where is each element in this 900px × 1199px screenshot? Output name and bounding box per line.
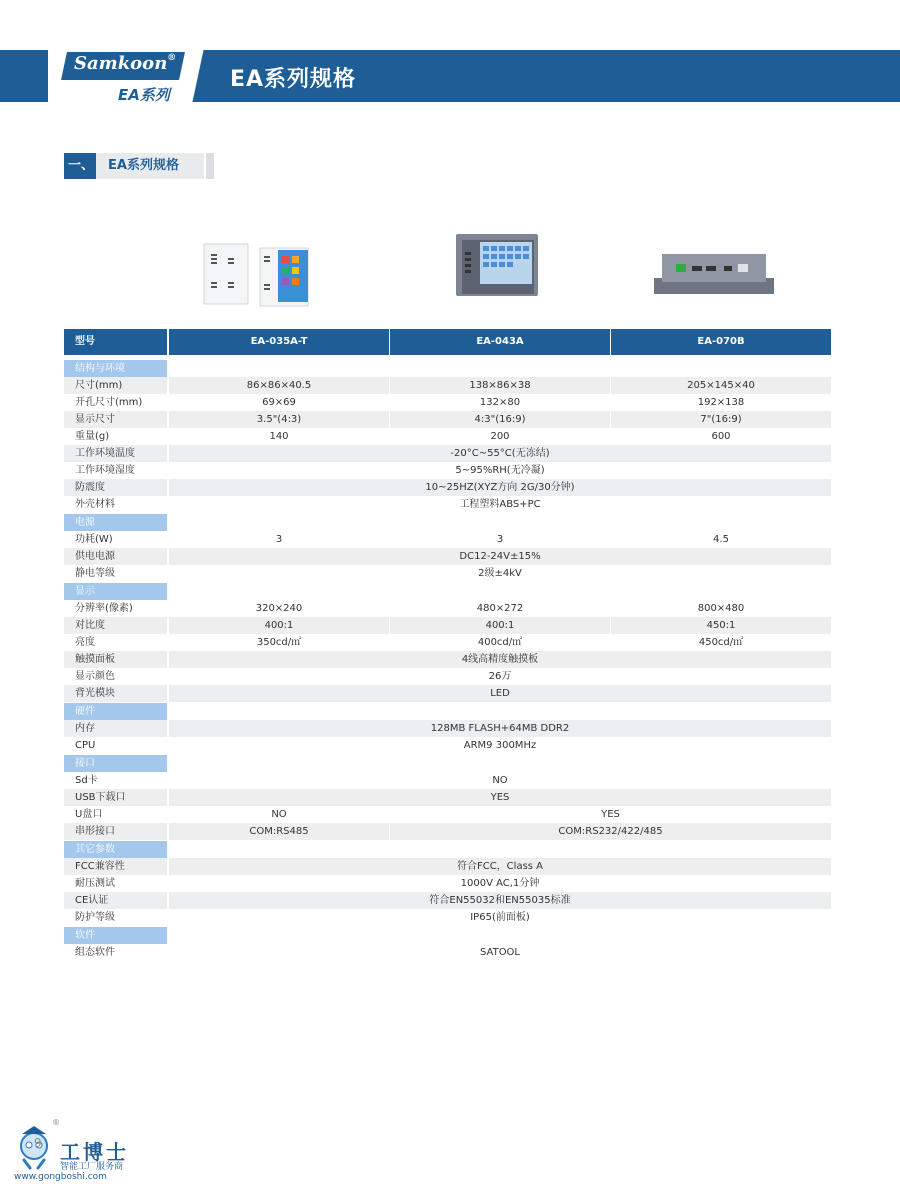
table-category-row: [64, 841, 831, 858]
table-cell: 320×240: [255, 603, 303, 614]
table-cell-merged: 1000V AC,1分钟: [460, 878, 540, 889]
table-row: [64, 668, 831, 685]
table-row: [64, 617, 831, 634]
table-category-row: [64, 360, 831, 377]
table-cell: 138×86×38: [390, 377, 610, 394]
table-cell: 140: [269, 431, 289, 442]
table-cell-merged: IP65(前面板): [470, 912, 530, 923]
table-row: [64, 685, 831, 702]
table-cell-merged: COM:RS232/422/485: [390, 823, 831, 840]
category-label: 结构与环境: [64, 360, 167, 377]
table-category-row: [64, 927, 831, 944]
table-cell-merged: 符合FCC，Class A: [169, 858, 831, 875]
table-cell-merged: 26万: [488, 671, 512, 682]
table-cell: COM:RS485: [169, 823, 389, 840]
category-label: 硬件: [64, 703, 167, 720]
row-label: 亮度: [75, 637, 95, 648]
row-label: 分辨率(像素): [75, 603, 133, 614]
table-cell-merged: 10~25HZ(XYZ方向 2G/30分钟): [169, 479, 831, 496]
row-label: 背光模块: [64, 685, 167, 702]
table-cell: 192×138: [697, 397, 745, 408]
table-cell-merged: NO: [492, 775, 508, 786]
row-label: 串形接口: [64, 823, 167, 840]
table-row: [64, 789, 831, 806]
page-number: 9: [34, 1136, 42, 1150]
footer-tagline: 智能工厂服务商: [60, 1162, 124, 1172]
table-row: [64, 892, 831, 909]
page-title: EA系列规格: [230, 67, 357, 92]
table-cell-merged: 2级±4kV: [478, 568, 522, 579]
table-cell: 450cd/㎡: [698, 637, 744, 648]
table-row: [64, 720, 831, 737]
brand-logo: Samkoon®: [74, 53, 177, 74]
table-cell-merged: 符合EN55032和EN55035标准: [169, 892, 831, 909]
table-cell: 200: [490, 431, 510, 442]
row-label: 开孔尺寸(mm): [75, 397, 143, 408]
table-cell-merged: -20°C~55°C(无冻结): [169, 445, 831, 462]
section-title: EA系列规格: [96, 153, 204, 179]
table-cell: 450:1: [611, 617, 831, 634]
spec-table-header: [64, 329, 831, 355]
row-label: 显示颜色: [75, 671, 115, 682]
row-label: 尺寸(mm): [64, 377, 167, 394]
row-label: 工作环境湿度: [75, 465, 135, 476]
row-label: 重量(g): [75, 431, 110, 442]
category-label: 电源: [64, 514, 167, 531]
table-category-row: [64, 583, 831, 600]
row-label: 防震度: [64, 479, 167, 496]
row-label: 工作环境温度: [64, 445, 167, 462]
table-cell: 400:1: [169, 617, 389, 634]
category-label: 显示: [64, 583, 167, 600]
table-row: [64, 496, 831, 513]
table-cell: 400:1: [390, 617, 610, 634]
table-cell-merged: DC12-24V±15%: [169, 548, 831, 565]
table-cell-merged: ARM9 300MHz: [463, 740, 537, 751]
table-row: [64, 806, 831, 823]
category-label: 接口: [64, 755, 167, 772]
table-row: [64, 565, 831, 582]
row-label: CPU: [75, 740, 96, 751]
table-row: [64, 875, 831, 892]
table-cell: 4.5: [713, 534, 729, 545]
table-row: [64, 858, 831, 875]
table-row: [64, 394, 831, 411]
row-label: 组态软件: [75, 947, 115, 958]
table-row: [64, 531, 831, 548]
table-row: [64, 377, 831, 394]
table-cell-merged: 128MB FLASH+64MB DDR2: [169, 720, 831, 737]
table-cell: 7"(16:9): [611, 411, 831, 428]
header-model-2: EA-043A: [390, 329, 610, 355]
row-label: 触摸面板: [64, 651, 167, 668]
table-row: [64, 411, 831, 428]
row-label: Sd卡: [75, 775, 98, 786]
row-label: 静电等级: [75, 568, 115, 579]
header-accent-tab: [0, 50, 48, 102]
category-label: 软件: [64, 927, 167, 944]
table-cell-merged: 5~95%RH(无冷凝): [455, 465, 545, 476]
table-cell: 86×86×40.5: [169, 377, 389, 394]
category-label: 其它参数: [64, 841, 167, 858]
header-model-label: 型号: [64, 329, 167, 355]
table-cell: 132×80: [479, 397, 521, 408]
row-label: 耐压测试: [75, 878, 115, 889]
table-cell: 69×69: [262, 397, 296, 408]
row-label: 防护等级: [75, 912, 115, 923]
row-label: 供电电源: [64, 548, 167, 565]
table-row: [64, 428, 831, 445]
table-row: [64, 823, 831, 840]
row-label: 显示尺寸: [64, 411, 167, 428]
table-row: [64, 944, 831, 961]
product-image-ea-043a: [452, 230, 542, 302]
table-cell: 4:3"(16:9): [390, 411, 610, 428]
footer-url: www.gongboshi.com: [14, 1172, 107, 1182]
table-category-row: [64, 514, 831, 531]
table-row: [64, 737, 831, 754]
section-number: 一、: [64, 153, 96, 179]
table-cell: 3: [496, 534, 504, 545]
table-cell-merged: LED: [169, 685, 831, 702]
table-row: [64, 445, 831, 462]
table-cell: 600: [711, 431, 731, 442]
section-title-end: [206, 153, 214, 179]
footer-brand: 工博士: [60, 1140, 129, 1164]
table-cell-merged: SATOOL: [479, 947, 521, 958]
header-model-3: EA-070B: [611, 329, 831, 355]
table-row: [64, 909, 831, 926]
row-label: 对比度: [64, 617, 167, 634]
footer-reg: ®: [52, 1118, 60, 1127]
table-cell-merged: YES: [169, 789, 831, 806]
row-label: 功耗(W): [75, 534, 113, 545]
table-cell: NO: [271, 809, 287, 820]
table-row: [64, 772, 831, 789]
table-row: [64, 548, 831, 565]
row-label: CE认证: [64, 892, 167, 909]
row-label: U盘口: [75, 809, 103, 820]
brand-series: EA系列: [118, 86, 170, 104]
table-cell: 205×145×40: [611, 377, 831, 394]
row-label: 内存: [64, 720, 167, 737]
table-row: [64, 462, 831, 479]
table-cell: 800×480: [697, 603, 745, 614]
row-label: FCC兼容性: [64, 858, 167, 875]
table-cell: 480×272: [476, 603, 524, 614]
table-category-row: [64, 703, 831, 720]
table-row: [64, 600, 831, 617]
product-image-ea-070b: [652, 248, 776, 298]
row-label: USB下载口: [64, 789, 167, 806]
product-image-ea-035a-t: [198, 240, 318, 308]
row-label: 外壳材料: [75, 499, 115, 510]
table-cell: 3: [275, 534, 283, 545]
table-cell: 400cd/㎡: [477, 637, 523, 648]
table-cell-merged: YES: [601, 809, 620, 820]
header-model-1: EA-035A-T: [169, 329, 389, 355]
table-cell-merged: 4线高精度触摸板: [169, 651, 831, 668]
table-row: [64, 479, 831, 496]
table-cell-merged: 工程塑料ABS+PC: [459, 499, 541, 510]
table-category-row: [64, 755, 831, 772]
table-cell: 350cd/㎡: [256, 637, 302, 648]
table-row: [64, 651, 831, 668]
table-cell: 3.5"(4:3): [169, 411, 389, 428]
table-row: [64, 634, 831, 651]
